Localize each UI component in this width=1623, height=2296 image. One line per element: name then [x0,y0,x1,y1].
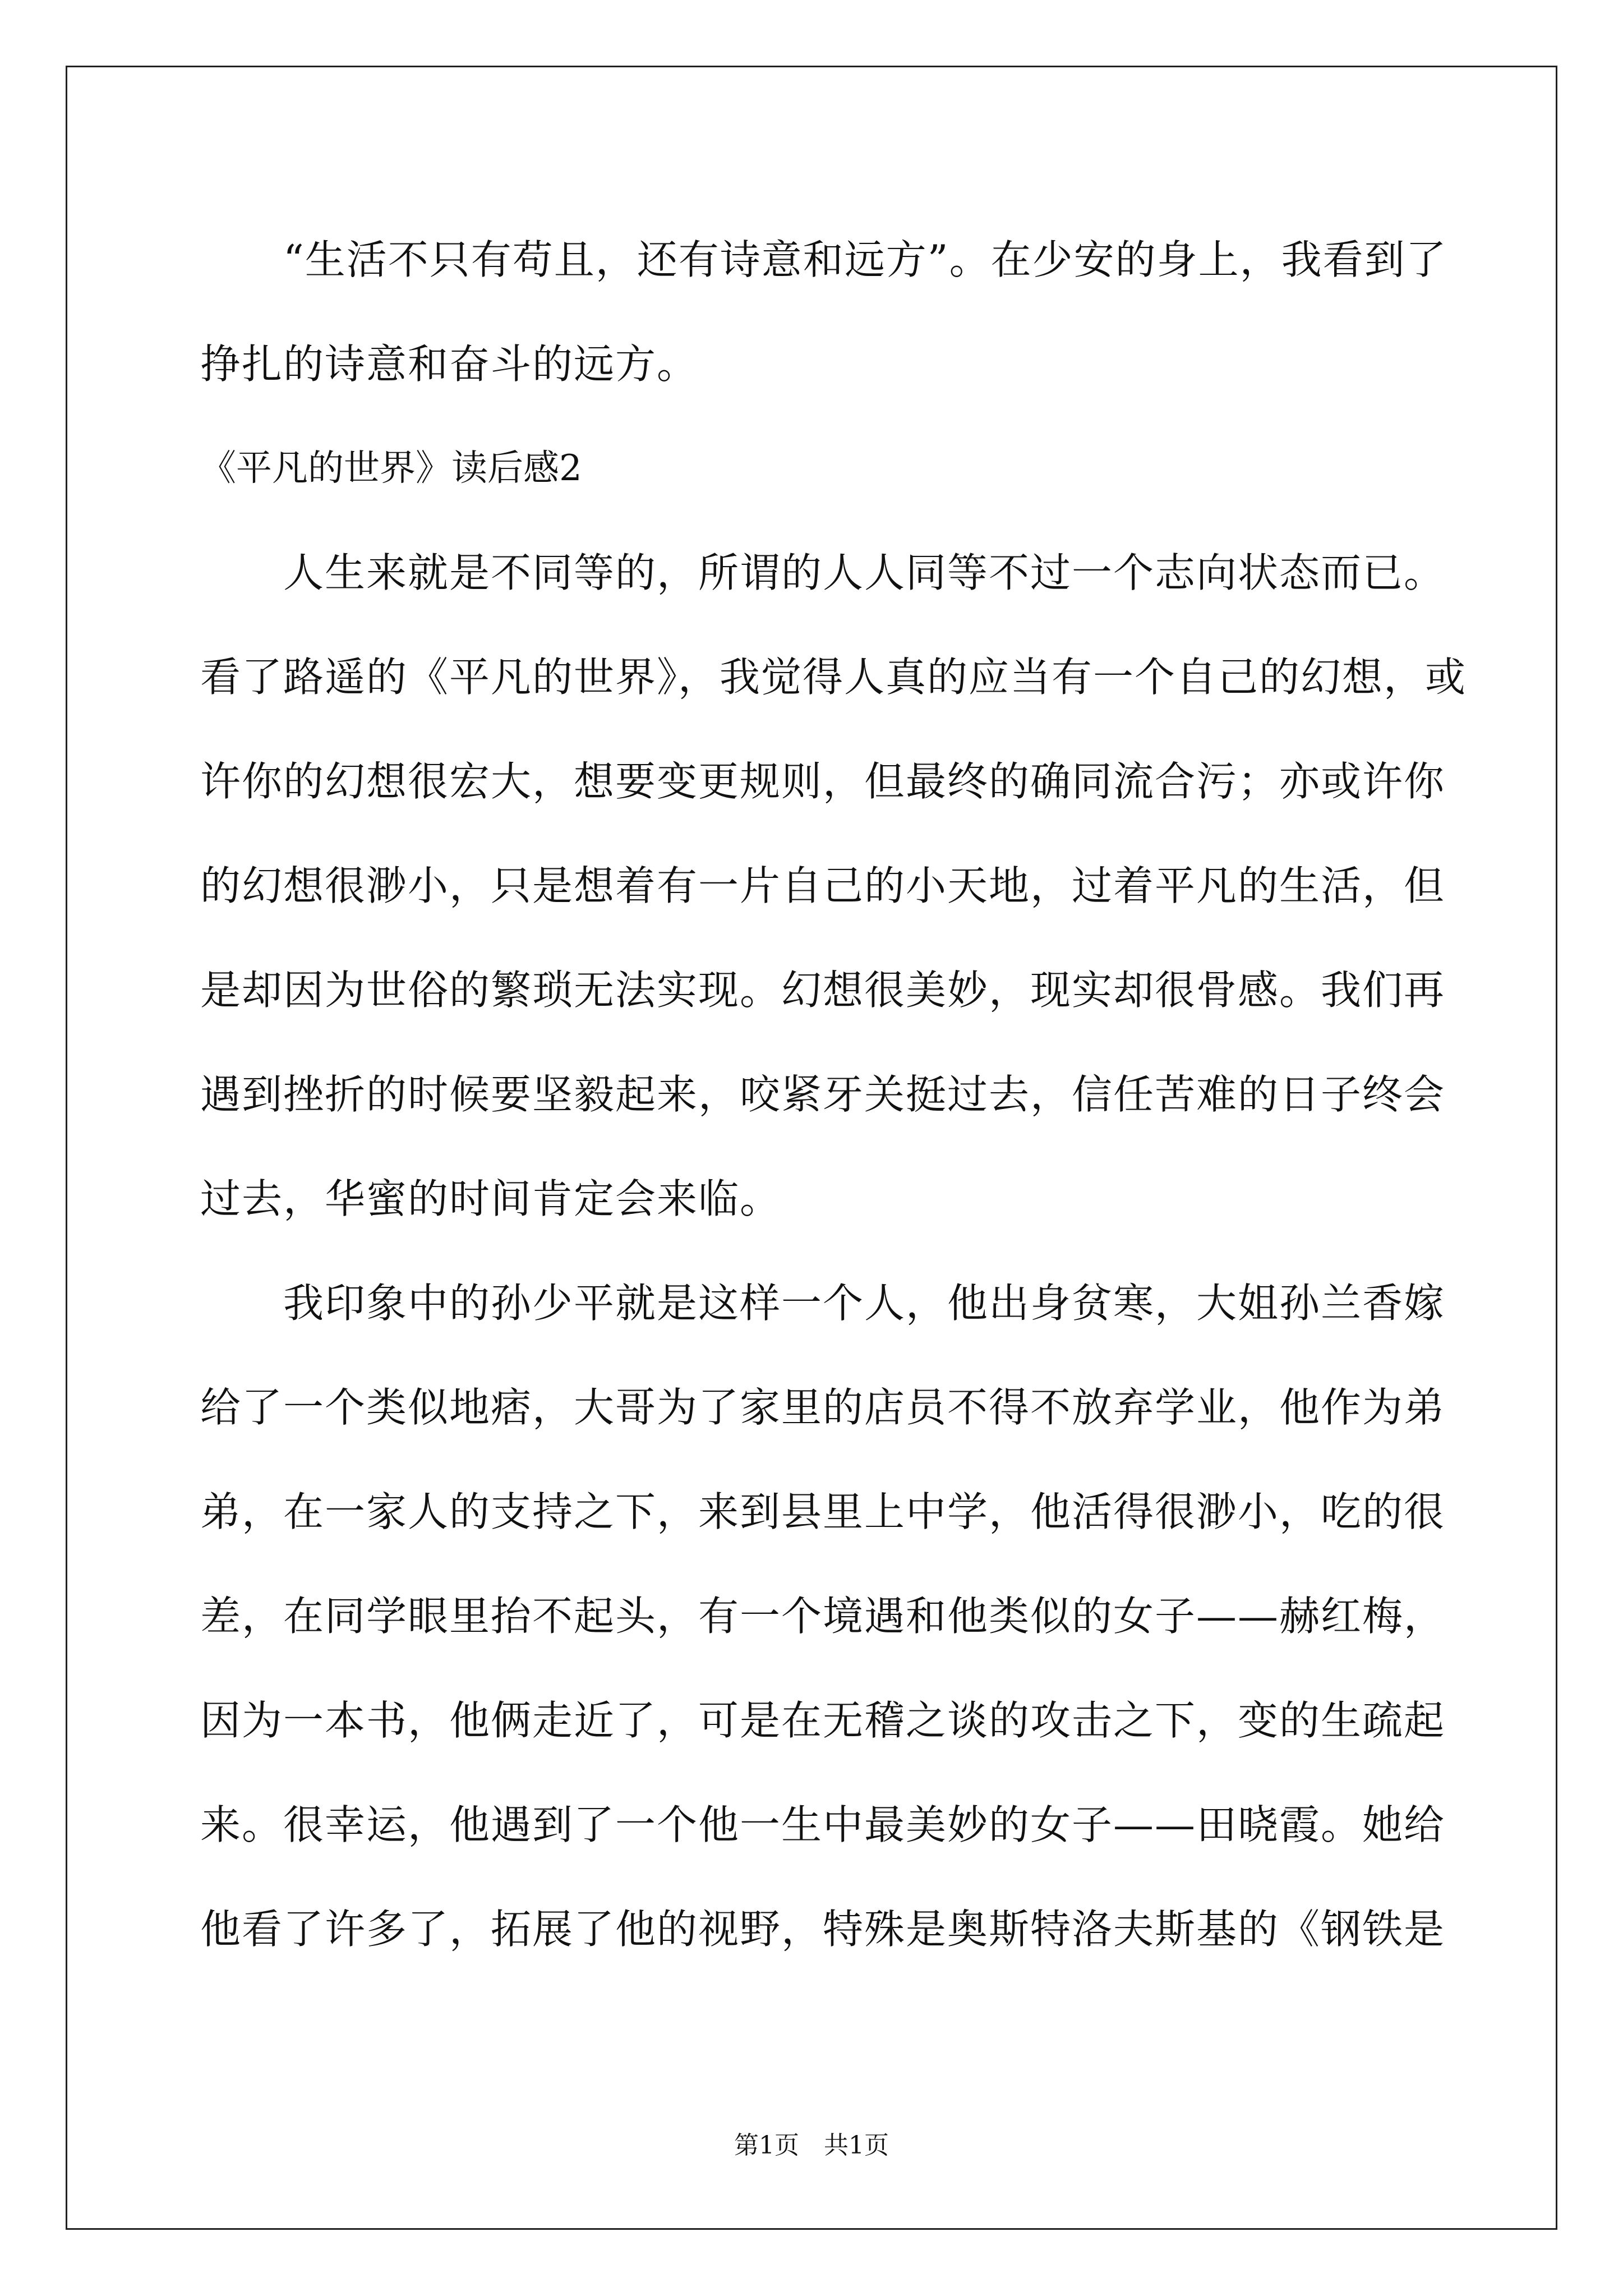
page-total: 共1页 [824,2131,889,2160]
section-heading: 《平凡的世界》读后感2 [200,448,582,489]
paragraph-line: 我印象中的孙少平就是这样一个人，他出身贫寒，大姐孙兰香嫁 [283,1280,1446,1327]
page-number: 第1页 [734,2131,799,2160]
paragraph-line: 因为一本书，他俩走近了，可是在无稽之谈的攻击之下，变的生疏起 [200,1697,1446,1744]
paragraph-line: 弟，在一家人的支持之下，来到县里上中学，他活得很渺小，吃的很 [200,1488,1446,1535]
paragraph-line: 挣扎的诗意和奋斗的远方。 [200,341,699,388]
paragraph-line: 过去，华蜜的时间肯定会来临。 [200,1175,782,1222]
paragraph-line: 给了一个类似地痞，大哥为了家里的店员不得不放弃学业，他作为弟 [200,1384,1446,1431]
page-footer [0,2129,1623,2162]
paragraph-line: 遇到挫折的时候要坚毅起来，咬紧牙关挺过去，信任苦难的日子终会 [200,1071,1446,1118]
paragraph-line: “生活不只有苟且，还有诗意和远方”。在少安的身上，我看到了 [283,236,1447,283]
paragraph-line: 看了路遥的《平凡的世界》，我觉得人真的应当有一个自己的幻想，或 [200,654,1467,701]
paragraph-line: 许你的幻想很宏大，想要变更规则，但最终的确同流合污；亦或许你 [200,758,1446,805]
paragraph-line: 是却因为世俗的繁琐无法实现。幻想很美妙，现实却很骨感。我们再 [200,967,1446,1014]
paragraph-line: 的幻想很渺小，只是想着有一片自己的小天地，过着平凡的生活，但 [200,862,1446,909]
paragraph-line: 差，在同学眼里抬不起头，有一个境遇和他类似的女子——赫红梅， [200,1593,1446,1640]
document-body [200,208,1467,1981]
paragraph-line: 人生来就是不同等的，所谓的人人同等不过一个志向状态而已。 [283,549,1446,596]
paragraph-line: 他看了许多了，拓展了他的视野，特殊是奥斯特洛夫斯基的《钢铁是 [200,1906,1446,1953]
paragraph-line: 来。很幸运，他遇到了一个他一生中最美妙的女子——田晓霞。她给 [200,1801,1446,1848]
